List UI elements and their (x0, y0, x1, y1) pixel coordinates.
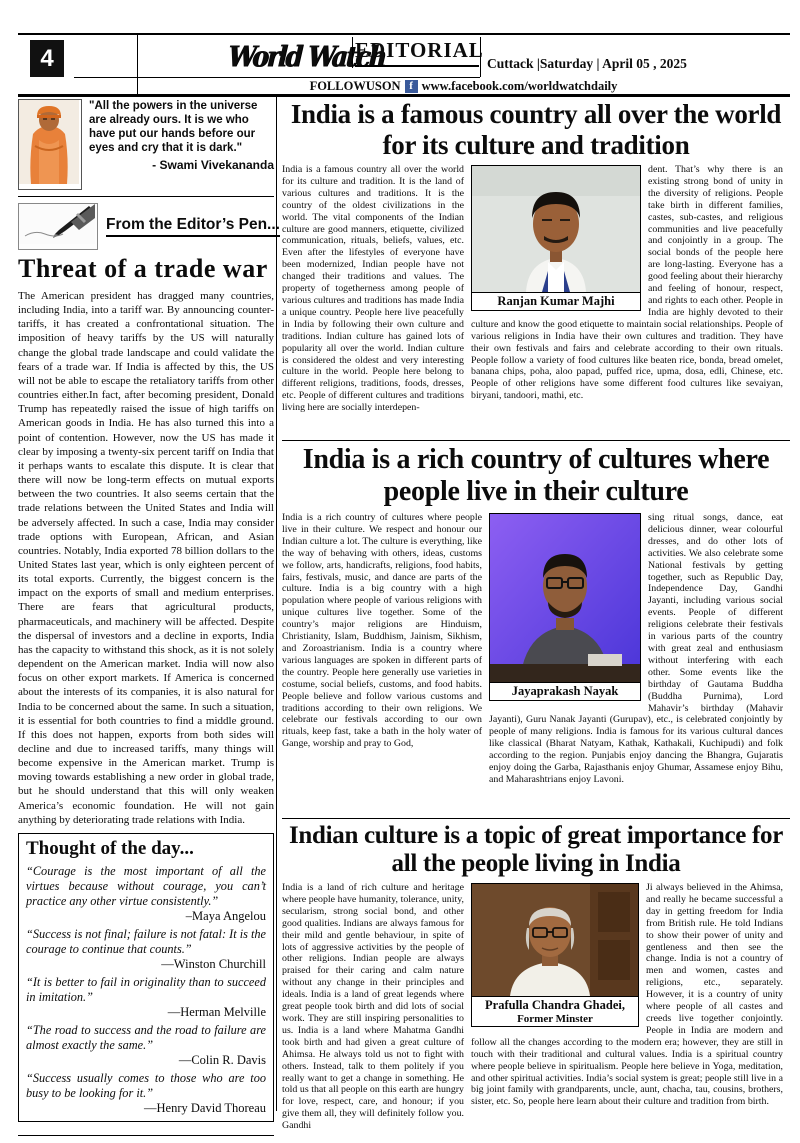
vivekananda-quote-text-wrap (89, 99, 274, 173)
facebook-url[interactable]: www.facebook.com/worldwatchdaily (421, 78, 618, 93)
editors-pen-label: From the Editor’s Pen... (106, 216, 280, 237)
article2-headline: India is a rich country of cultures where people live in their culture (302, 444, 770, 507)
article2-photo (489, 513, 641, 701)
divider (18, 1135, 274, 1136)
vivekananda-quote: "All the powers in the universe are already ours. It is we who have put our hands before our eyes and cry that it is dark." (89, 100, 258, 155)
article1-col-right: dent. That’s why there is an existing strong bond of unity in the diversity of religions. People take birth in different families, castes, sub-castes, and religious communities and live peacefully and conjointly in a group. The social bonds of the people here are long-lasting. Everyone has a good feeling about their hierarchy and feeling of honour, respect, and rights to each other. People in India are highly devoted to their culture and know the good etiquette to maintain social relationships. People of various religions in India have their own cultures and tradition. They have their own festivals and fairs and celebrate according to their own rituals. People follow a variety of food cultures like beaten rice, bonda, bread omelet, banana chips, poha, aloo papad, puffed rice, upma, dosa, edli, Chinese, etc. People of other religions have some different food cultures like sevaiyan, biryani, tandoori, mathi, etc. (471, 164, 783, 402)
article3-col-left: India is a land of rich culture and heritage where people have humanity, tolerance, unity, secularism, strong social bond, and other good qualities. Indians are always famous for their mild and gentle behaviour, in spite of lots of aggressive activities by the people of other religions. Indian people are always praised for their caring and calm nature without any change in their principles and ideals. India is a land of great legends where great people took birth and did lots of social work. They are still inspiring personalities to us. India is a land where Mahatma Gandhi took birth and had given a great culture of Ahimsa. He always told us not to fight with others. Instead, talk to them politely if you really want to get a change in something. He told us that all people on this earth are hungry for love, respect, care, and honour; if you give them all, they will definitely follow you. Gandhi (282, 882, 464, 1132)
masthead-divider (480, 37, 481, 77)
thought-quote: “The road to success and the road to failure are almost exactly the same.” (26, 1022, 266, 1052)
vivekananda-quote-author: - Swami Vivekananda (152, 158, 274, 173)
column-divider (276, 97, 277, 1111)
vivekananda-quote-box (18, 99, 274, 190)
article2-photo-caption: Jayaprakash Nayak (490, 682, 640, 700)
divider (282, 440, 790, 441)
world-watch-logo: World Watch (226, 39, 386, 74)
thought-quote-author: —Colin R. Davis (178, 1052, 266, 1067)
vivekananda-image (18, 99, 82, 190)
pen-in-hand-image (18, 203, 98, 250)
article2-col-right-wrap (489, 512, 783, 815)
article1-photo-caption: Ranjan Kumar Majhi (472, 292, 640, 310)
left-column (18, 99, 280, 1136)
thought-quote: “Success is not final; failure is not fatal: It is the courage to continue that counts.” (26, 926, 267, 956)
page-number-box (30, 40, 64, 77)
article3-col-right: Ji always believed in the Ahimsa, and really he became successful a day in getting freedom for India from British rule. He told Indians to show their power of unity and gentleness and then see the change. India is not a country of men and women, castes and religions, etc., separately. However, it is a country of unity where people of all castes and creeds live together conjointly. People in India are modern and follow all the changes according to the modern era; however, they are still in touch with their traditional and cultural values. India is a spiritual country where people believe in spiritualism. People here believe in Yoga, meditation, and other spiritual activities. India’s social system is great; people still live in a big joint family with grandparents, uncle, aunt, chacha, tau, cousins, brothers, sister, etc. So, people here learn about their culture and tradition from birth. (471, 882, 783, 1108)
article3-photo-caption-title: Former Minster (517, 1013, 593, 1025)
article2-body (282, 512, 790, 815)
article1-col-right-wrap (471, 164, 783, 437)
right-column (282, 97, 790, 1143)
dateline: Cuttack |Saturday | April 05 , 2025 (487, 56, 687, 71)
divider (282, 818, 790, 819)
article1-photo (471, 165, 641, 311)
article1-body (282, 164, 790, 437)
top-rule (18, 33, 790, 35)
editorial-headline: Threat of a trade war (18, 254, 268, 283)
thought-of-day-box (18, 833, 274, 1122)
article3-body (282, 882, 790, 1143)
thought-quote: “Courage is the most important of all the virtues because without courage, you can’t practice any other virtue consistently.” (26, 863, 266, 908)
thought-quote-author: —Herman Melville (167, 1004, 266, 1019)
thought-quote-author: –Maya Angelou (185, 908, 266, 923)
article1-col-left: India is a famous country all over the world for its culture and tradition. It is the land of various cultures and traditions. It is the country of the oldest civilizations in the world. The vital components of the Indian culture are good manners, etiquette, civilized communication, rituals, beliefs, values, etc. Even after the lifestyles of everyone have been modernized, Indian people have not changed their traditions and values. The property of togetherness among people of various cultures and traditions has made India a unique country. People here live peacefully in India by following their own culture and traditions. Indian culture has gained lots of popularity all over the world. Indian culture is considered the oldest and very interesting culture in the world. People here belong to different religions, traditions, foods, dresses, etc. People of different cultures and traditions living here are socially interdepen- (282, 164, 464, 414)
follow-us-row (137, 78, 790, 94)
editorial-body: The American president has dragged many countries, including India, into a tariff war. By announcing counter-tariffs, it has created a confrontational situation. The imposition of heavy tariffs by the US will naturally change the global trade landscape and could validate the fears of a trade war. If India is affected by this, the US will not be able to escape the retaliatory tariffs from other countries either.In fact, after becoming president, Donald Trump has repeatedly raised the issue of high tariffs on American goods in India. He has also turned this into a point of contention. However, now the US has made it clear by imposing a twenty-six percent tariff on India that it perhaps wants to escalate this dispute. It is clear that there will now be long-term effects on mutual exports between the two countries. It also seems certain that the trade relations between the United States and India will be adversely affected. In such a case, India may consider trade options with European, African, and Asian countries. Notably, India exported 78 billion dollars to the United States last year, which is only eighteen percent of its total exports. Currently, the biggest concern is the impact on the exports of small and medium enterprises. There are fears that agricultural products, pharmaceuticals, and machinery will be affected. Despite the dispersal of investors and a decline in exports, India has the capacity to withstand this shock, as it is not solely dependent on the American market. India will now also focus on other export markets. If America is concerned about the interests of its companies, it is also natural for India to be concerned about the same. In such a situation, it is essential for both countries to find a middle ground. If this does not happen, exports from both sides will decline and due to increased tariffs, many things will become expensive in the American market. Trump is moving towards establishing a new order in global trade, but he should understand that this will only weaken America’s economic foundation. He will not gain anything by deteriorating trade relations with India. (18, 290, 274, 826)
article3-headline: Indian culture is a topic of great importance for all the people living in India (288, 822, 784, 877)
article2-col-right: sing ritual songs, dance, eat delicious dinner, wear colourful dresses, and do other lots of activities. We also celebrate some National festivals by getting together, such as Republic Day, Independence Day, Gandhi Jayanti, including various social events. People of different religions celebrate their festivals in various parts of the country with great zeal and enthusiasm without interfering with each other. Some events like the birthday of Gautama Buddha (Buddha Purnima), Lord Mahavir’s birthday (Mahavir Jayanti), Guru Nanak Jayanti (Gurupav), etc., is celebrated conjointly by people of many religions. India is famous for its various cultural dances like classical (Bharat Natyam, Kathak, Kathakali, Kuchipudi) and folk according to the region. Punjabis enjoy dancing the Bhangra, Gujaratis enjoy doing the Garba, Rajasthanis enjoy Ghumar, Assamese enjoy Bihu, and Maharashtrians enjoy Lavoni. (489, 512, 783, 785)
facebook-icon: f (405, 80, 418, 93)
article1-headline: India is a famous country all over the world for its culture and tradition (290, 99, 782, 160)
article3-photo-caption (472, 996, 638, 1026)
page-number: 4 (40, 44, 54, 72)
thought-quote: “It is better to fail in originality than to succeed in imitation.” (26, 974, 266, 1004)
article2-col-left: India is a rich country of cultures where people live in their culture. We respect and honour our Indian culture a lot. The culture is everything, like the way of behaving with others, ideas, customs we follow, arts, handicrafts, religions, food habits, fairs, festivals, music, and dance are parts of the culture. India is a big country with a high population where people of various religions with unique cultures live together. Some of the country’s major religions are Hinduism, Christianity, Islam, Buddhism, Jainism, Sikhism, and Zoroastrianism. India is a country where various languages are spoken in different parts of the country. People here generally use varieties in costume, social beliefs, customs, and food habits. People believe and follow various customs and traditions according to their own religions. We celebrate our festivals according to our own rituals, keep fast, take a bath in the holy water of Gange, worship and pray to God, (282, 512, 482, 750)
article3-col-right-wrap (471, 882, 783, 1143)
thought-quote-author: —Winston Churchill (161, 956, 266, 971)
article3-photo-caption-name: Prafulla Chandra Ghadei, (485, 998, 625, 1012)
masthead-divider (352, 37, 353, 68)
section-title: EDITORIAL (355, 38, 479, 67)
thought-quote-author: —Henry David Thoreau (144, 1100, 266, 1115)
thought-quote: “Success usually comes to those who are too busy to be looking for it.” (26, 1070, 266, 1100)
editors-pen-row (18, 203, 280, 250)
divider (18, 196, 274, 197)
article3-photo (471, 883, 639, 1027)
follow-us-label: FOLLOWUSON (309, 78, 401, 93)
thought-of-day-title: Thought of the day... (26, 837, 194, 859)
